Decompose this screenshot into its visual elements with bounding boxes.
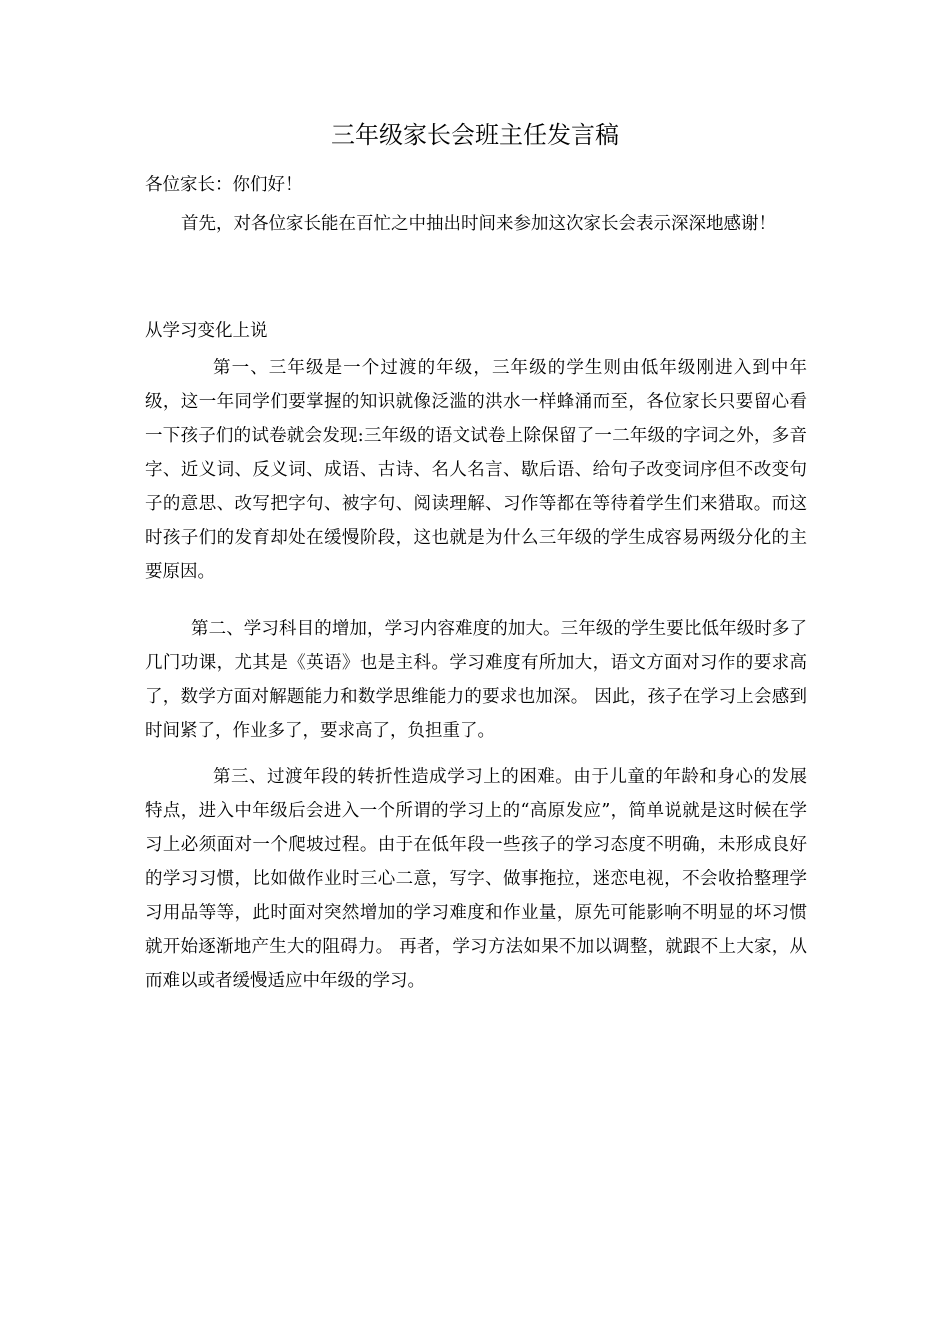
section-heading: 从学习变化上说 (145, 321, 268, 341)
thanks-paragraph: 首先，对各位家长能在百忙之中抽出时间来参加这次家长会表示深深地感谢！ (181, 214, 776, 234)
paragraph-third: 第三、过渡年段的转折性造成学习上的困难。由于儿童的年龄和身心的发展特点，进入中年级后会进入一个所谓的学习上的“高原发应”，简单说就是这时候在学习上必须面对一个爬坡过程。由于在低年段一些孩子的学习态度不明确，未形成良好的学习习惯，比如做作业时三心二意，写字、做事拖拉，迷恋电视，不会收拾整理学习用品等等，此时面对突然增加的学习难度和作业量，原先可能影响不明显的坏习惯就开始逐渐地产生大的阻碍力。 再者，学习方法如果不加以调整，就跟不上大家，从而难以或者缓慢适应中年级的学习。 (145, 767, 807, 991)
paragraph-second: 第二、学习科目的增加，学习内容难度的加大。三年级的学生要比低年级时多了几门功课，尤其是《英语》也是主科。学习难度有所加大，语文方面对习作的要求高了，数学方面对解题能力和数学思维能力的要求也加深。 因此，孩子在学习上会感到时间紧了，作业多了，要求高了，负担重了。 (145, 619, 807, 741)
paragraph-first: 第一、三年级是一个过渡的年级，三年级的学生则由低年级刚进入到中年级，这一年同学们要掌握的知识就像泛滥的洪水一样蜂涌而至，各位家长只要留心看一下孩子们的试卷就会发现:三年级的语文试卷上除保留了一二年级的字词之外，多音字、近义词、反义词、成语、古诗、名人名言、歇后语、给句子改变词序但不改变句子的意思、改写把字句、被字句、阅读理解、习作等都在等待着学生们来猎取。而这时孩子们的发育却处在缓慢阶段，这也就是为什么三年级的学生成容易两级分化的主要原因。 (145, 358, 807, 582)
document-title: 三年级家长会班主任发言稿 (331, 121, 619, 149)
greeting-line: 各位家长：你们好！ (145, 175, 303, 195)
